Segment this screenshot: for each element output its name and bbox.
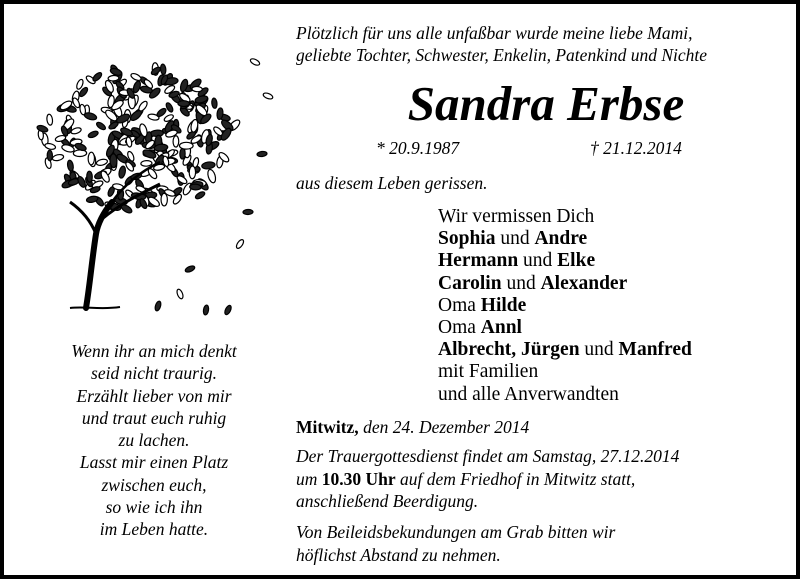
funeral-service-info xyxy=(296,445,679,513)
poem-line: Erzählt lieber von mir xyxy=(76,385,232,406)
torn-from-life-text: aus diesem Leben gerissen. xyxy=(296,173,488,193)
mourners-families: mit Familien xyxy=(438,361,539,383)
poem-line: so wie ich ihn xyxy=(105,497,203,518)
mourner-row: Sophia und Andre xyxy=(438,228,588,250)
poem-line: Wenn ihr an mich denkt xyxy=(71,341,237,361)
intro-text xyxy=(296,22,786,66)
memorial-poem xyxy=(34,340,274,541)
condolence-note xyxy=(296,521,615,566)
poem-line: zu lachen. xyxy=(118,430,190,451)
mourners-relatives: und alle Anverwandten xyxy=(438,383,619,405)
mourners-list xyxy=(438,206,692,406)
birth-date: * 20.9.1987 xyxy=(376,138,460,158)
poem-line: im Leben hatte. xyxy=(99,519,209,540)
place-date: Mitwitz, den 24. Dezember 2014 xyxy=(296,417,530,437)
deceased-name: Sandra Erbse xyxy=(407,76,685,131)
mourner-row: Albrecht, Jürgen und Manfred xyxy=(438,339,692,361)
mourner-row: Oma Hilde xyxy=(438,294,527,316)
poem-line: und traut euch ruhig xyxy=(81,407,227,428)
service-line: Der Trauergottesdienst findet am Samstag, 27.12.2014 xyxy=(296,446,680,466)
condolence-line: höflichst Abstand zu nehmen. xyxy=(296,544,501,565)
poem-line: seid nicht traurig. xyxy=(91,363,217,384)
mourner-row: Oma Annl xyxy=(438,317,522,339)
service-line: anschließend Beerdigung. xyxy=(296,491,479,511)
mourners-heading: Wir vermissen Dich xyxy=(438,206,595,227)
poem-line: Lasst mir einen Platz xyxy=(79,452,229,473)
mourner-row: Carolin und Alexander xyxy=(438,272,628,294)
service-line: um 10.30 Uhr auf dem Friedhof in Mitwitz statt, xyxy=(296,468,636,489)
mourner-row: Hermann und Elke xyxy=(438,250,596,272)
poem-line: zwischen euch, xyxy=(101,474,207,495)
death-date: † 21.12.2014 xyxy=(590,138,682,158)
windblown-tree-icon xyxy=(30,34,280,324)
intro-line: geliebte Tochter, Schwester, Enkelin, Patenkind und Nichte xyxy=(296,45,708,65)
condolence-line: Von Beileidsbekundungen am Grab bitten wir xyxy=(296,522,616,542)
intro-line: Plötzlich für uns alle unfaßbar wurde meine liebe Mami, xyxy=(296,23,693,43)
